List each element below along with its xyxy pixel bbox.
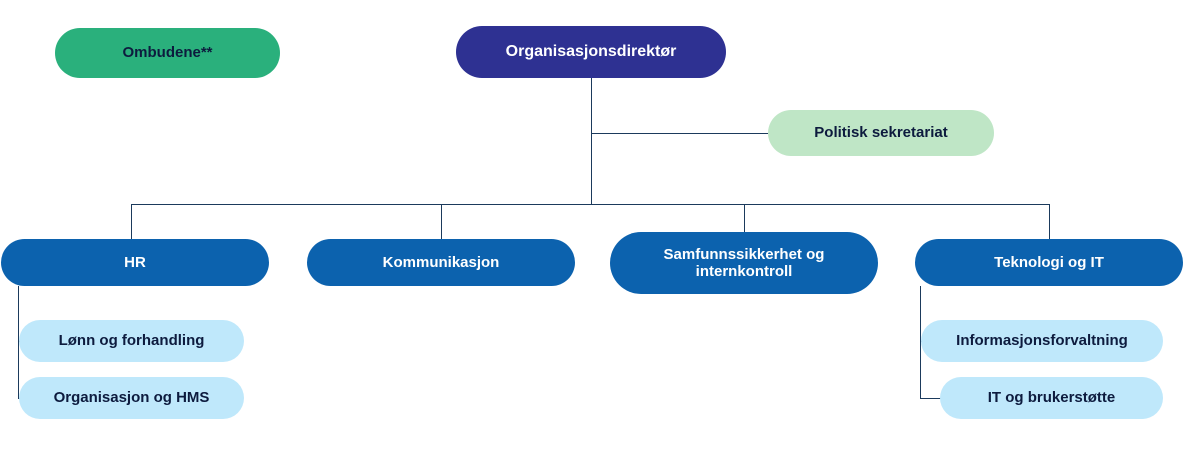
edge-top-vertical	[591, 78, 592, 204]
node-politisk-sekretariat[interactable]: Politisk sekretariat	[768, 110, 994, 156]
node-ombudene[interactable]: Ombudene**	[55, 28, 280, 78]
node-teknologi-og-it[interactable]: Teknologi og IT	[915, 239, 1183, 286]
node-organisasjonsdirektor[interactable]: Organisasjonsdirektør	[456, 26, 726, 78]
edge-drop-kommunikasjon	[441, 204, 442, 239]
node-kommunikasjon[interactable]: Kommunikasjon	[307, 239, 575, 286]
node-it-og-brukerstotte[interactable]: IT og brukerstøtte	[940, 377, 1163, 419]
edge-drop-hr	[131, 204, 132, 239]
node-informasjonsforvaltning[interactable]: Informasjonsforvaltning	[921, 320, 1163, 362]
edge-teknologi-sub2	[920, 398, 942, 399]
node-samfunnssikkerhet-og-internkontroll[interactable]: Samfunnssikkerhet og internkontroll	[610, 232, 878, 294]
edge-departments-bus	[131, 204, 1049, 205]
node-lonn-og-forhandling[interactable]: Lønn og forhandling	[19, 320, 244, 362]
edge-drop-teknologi	[1049, 204, 1050, 239]
node-organisasjon-og-hms[interactable]: Organisasjon og HMS	[19, 377, 244, 419]
edge-politisk-horizontal	[591, 133, 768, 134]
node-hr[interactable]: HR	[1, 239, 269, 286]
